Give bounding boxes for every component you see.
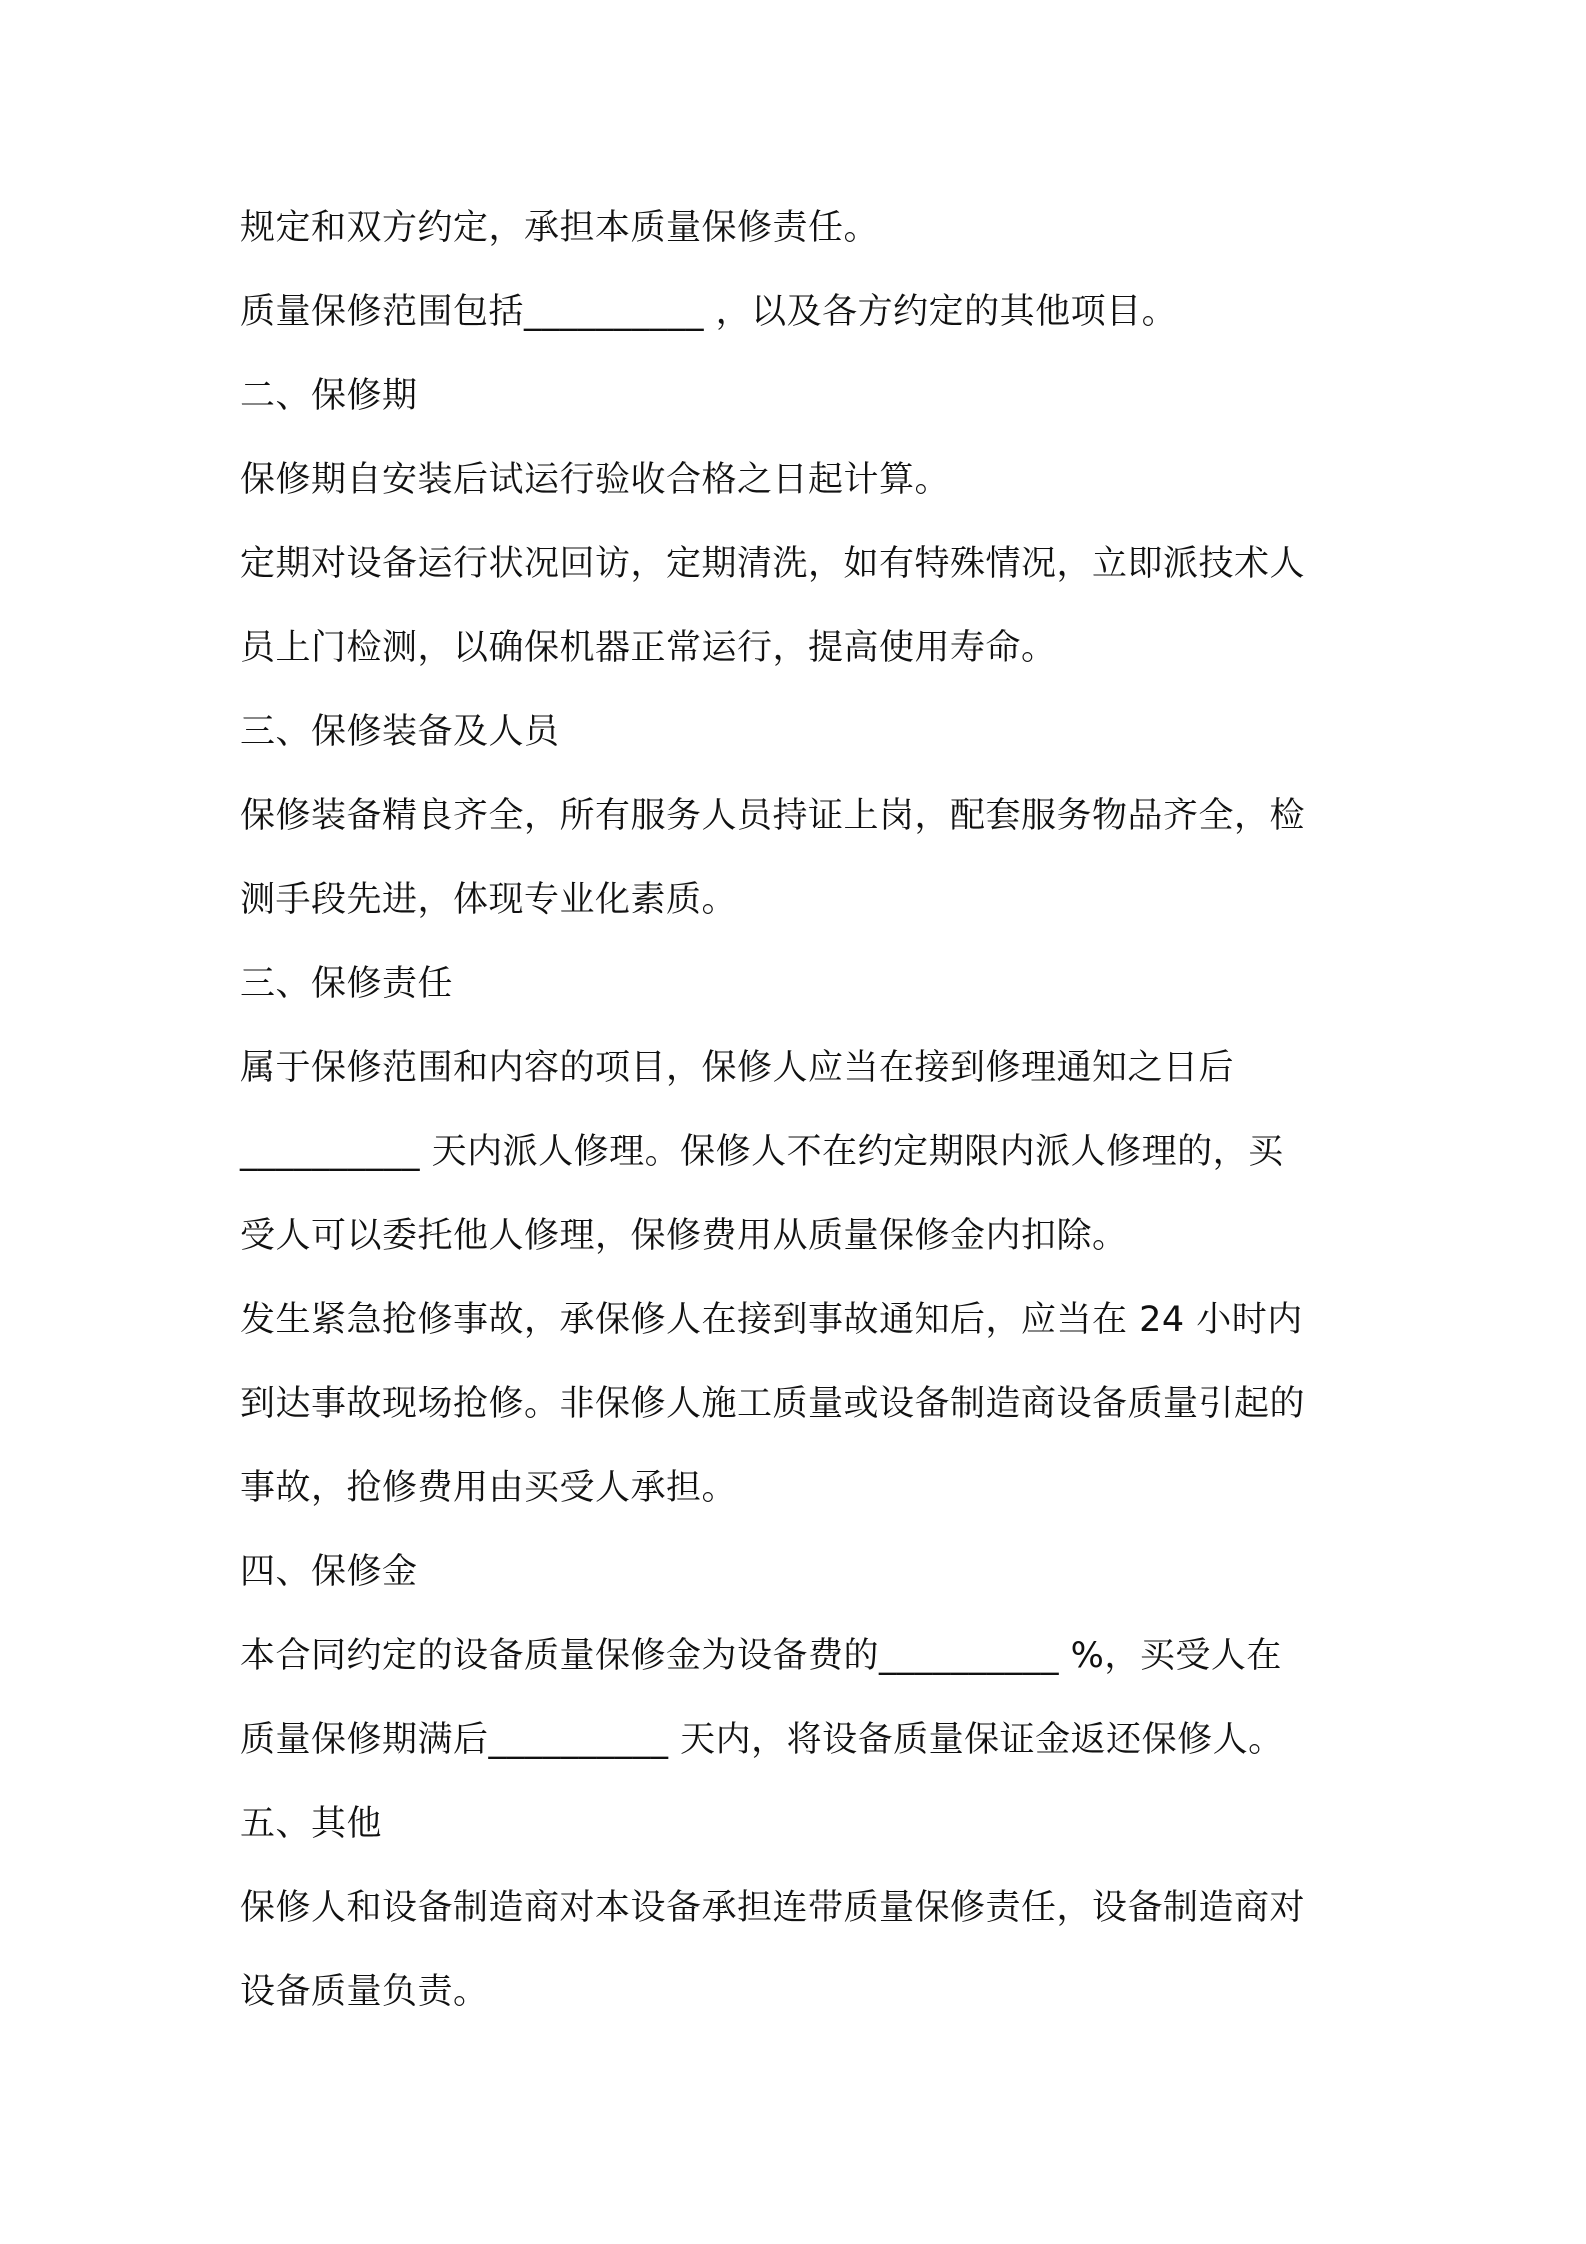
paragraph-line: 质量保修期满后__________ 天内，将设备质量保证金返还保修人。	[240, 1720, 1284, 1760]
paragraph-line: 设备质量负责。	[240, 1972, 489, 2012]
section-heading: 四、保修金	[240, 1552, 418, 1592]
paragraph-line: 质量保修范围包括__________ ，以及各方约定的其他项目。	[240, 292, 1178, 332]
paragraph-line: __________ 天内派人修理。保修人不在约定期限内派人修理的，买	[240, 1132, 1284, 1172]
paragraph-line: 定期对设备运行状况回访，定期清洗，如有特殊情况，立即派技术人	[240, 544, 1306, 584]
section-heading: 三、保修装备及人员	[240, 712, 560, 752]
paragraph-line: 事故，抢修费用由买受人承担。	[240, 1468, 738, 1508]
paragraph-line: 保修期自安装后试运行验收合格之日起计算。	[240, 460, 951, 500]
paragraph-line: 属于保修范围和内容的项目，保修人应当在接到修理通知之日后	[240, 1048, 1235, 1088]
paragraph-line: 测手段先进，体现专业化素质。	[240, 880, 738, 920]
paragraph-line: 受人可以委托他人修理，保修费用从质量保修金内扣除。	[240, 1216, 1128, 1256]
paragraph-line: 保修装备精良齐全，所有服务人员持证上岗，配套服务物品齐全，检	[240, 796, 1306, 836]
paragraph-line: 到达事故现场抢修。非保修人施工质量或设备制造商设备质量引起的	[240, 1384, 1306, 1424]
paragraph-line: 本合同约定的设备质量保修金为设备费的__________ %，买受人在	[240, 1636, 1282, 1676]
paragraph-line: 保修人和设备制造商对本设备承担连带质量保修责任，设备制造商对	[240, 1888, 1306, 1928]
section-heading: 五、其他	[240, 1804, 383, 1844]
paragraph-line: 规定和双方约定，承担本质量保修责任。	[240, 208, 880, 248]
paragraph-line: 发生紧急抢修事故，承保修人在接到事故通知后，应当在 24 小时内	[240, 1300, 1303, 1340]
paragraph-line: 员上门检测，以确保机器正常运行，提高使用寿命。	[240, 628, 1057, 668]
section-heading: 三、保修责任	[240, 964, 454, 1004]
section-heading: 二、保修期	[240, 376, 418, 416]
